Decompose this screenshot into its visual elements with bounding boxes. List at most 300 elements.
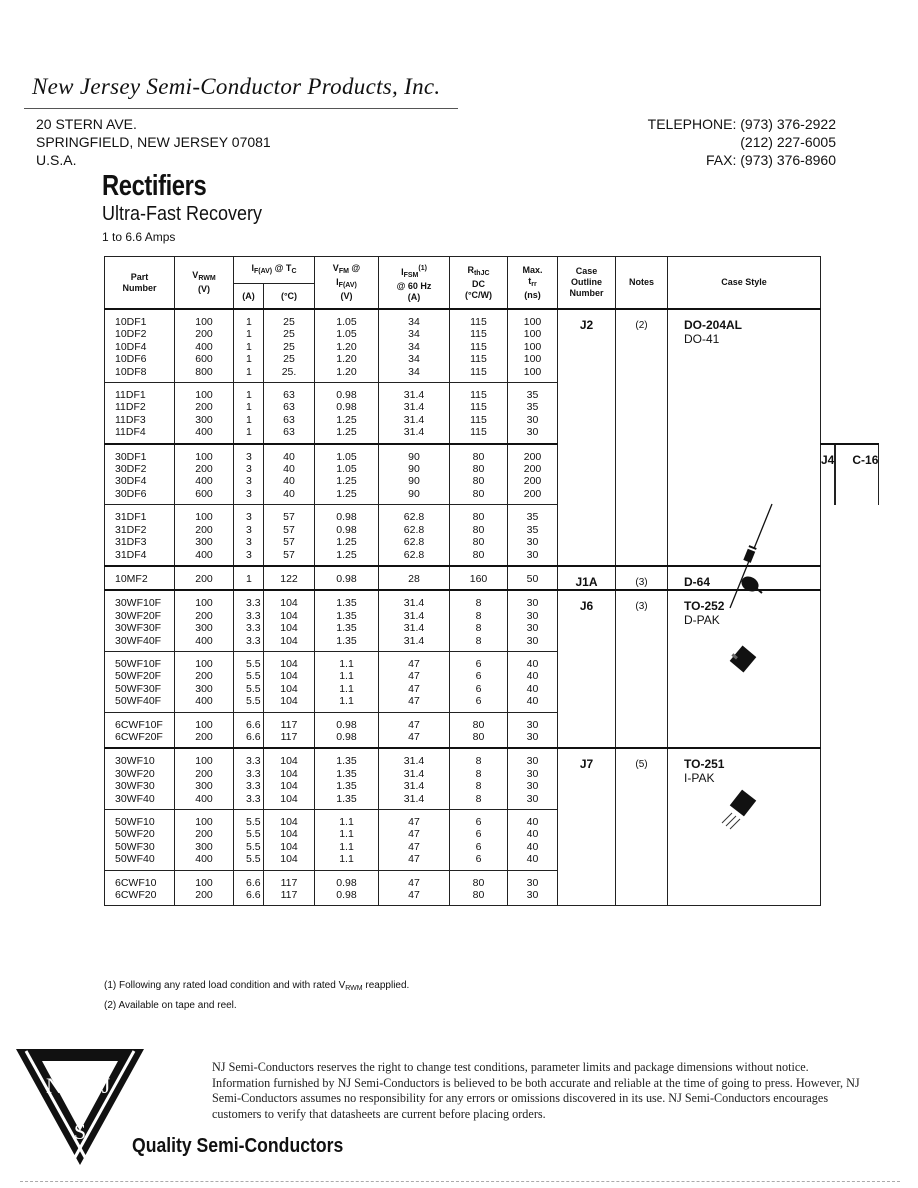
cell-value: 104 xyxy=(280,657,298,670)
cell-value: 10DF4 xyxy=(115,340,147,353)
cell-value: 40 xyxy=(283,450,295,463)
cell-value: 115 xyxy=(470,426,487,439)
part-numbers xyxy=(105,810,175,871)
table-row xyxy=(105,309,879,383)
case-style xyxy=(668,590,821,748)
cell-value: 3.3 xyxy=(246,597,261,610)
cell-value: 80 xyxy=(472,889,485,902)
part-numbers xyxy=(105,505,175,566)
part-numbers xyxy=(105,383,175,444)
cell-value: 31.4 xyxy=(403,413,425,426)
trr-values xyxy=(508,810,558,871)
ifsm-values xyxy=(379,505,450,566)
ifsm-values xyxy=(379,566,450,590)
cell-value: 0.98 xyxy=(336,401,357,414)
cell-value: 80 xyxy=(472,450,485,463)
case-style-alias: D-PAK xyxy=(684,613,720,628)
cell-value: 104 xyxy=(280,792,298,805)
tc-values xyxy=(264,870,315,906)
vrwm-values xyxy=(175,590,234,651)
rthjc-values xyxy=(450,383,508,444)
cell-value: 30 xyxy=(526,767,539,780)
case-style-name: TO-252 xyxy=(684,599,725,614)
case-style-alias: I-PAK xyxy=(684,771,715,786)
vfm-values xyxy=(315,505,379,566)
cell-value: 0.98 xyxy=(336,572,357,585)
cell-value: 1.05 xyxy=(336,450,357,463)
cell-value: 1.1 xyxy=(339,695,354,708)
ifav-values xyxy=(234,590,264,651)
dpak-package-icon xyxy=(724,643,764,679)
cell-value: 115 xyxy=(470,340,487,353)
cell-value: 30WF10 xyxy=(115,755,155,768)
cell-value: 100 xyxy=(195,511,213,524)
cell-value: 6CWF20F xyxy=(115,730,163,743)
table-body xyxy=(105,309,879,906)
cell-value: 50WF40F xyxy=(115,695,162,708)
cell-value: 3.3 xyxy=(246,755,261,768)
cell-value: 6.6 xyxy=(246,876,261,889)
cell-value: 104 xyxy=(280,597,298,610)
tc-values xyxy=(264,309,315,383)
rthjc-values xyxy=(450,505,508,566)
cell-value: 5.5 xyxy=(246,657,261,670)
cell-value: 104 xyxy=(280,682,298,695)
tagline: Quality Semi-Conductors xyxy=(132,1135,344,1157)
cell-value: 80 xyxy=(472,463,485,476)
cell-value: 50WF30F xyxy=(115,682,162,695)
cell-value: 30 xyxy=(526,718,539,731)
cell-value: 5.5 xyxy=(246,682,261,695)
cell-value: 57 xyxy=(283,548,295,561)
cell-value: 90 xyxy=(408,487,420,500)
cell-value: 40 xyxy=(526,840,539,853)
vrwm-values xyxy=(175,566,234,590)
part-numbers xyxy=(105,651,175,712)
cell-value: 1 xyxy=(246,401,252,414)
cell-value: 0.98 xyxy=(336,876,357,889)
cell-value: 1.1 xyxy=(339,670,354,683)
cell-value: 8 xyxy=(475,609,482,622)
table-row xyxy=(105,748,879,809)
cell-value: 3 xyxy=(246,475,252,488)
cell-value: 115 xyxy=(470,328,487,341)
part-numbers xyxy=(105,712,175,748)
ifav-values xyxy=(234,566,264,590)
ifsm-values xyxy=(379,590,450,651)
vfm-values xyxy=(315,309,379,383)
cell-value: 1.35 xyxy=(336,767,357,780)
cell-value: 80 xyxy=(472,876,485,889)
cell-value: 63 xyxy=(283,426,295,439)
cell-value: 100 xyxy=(195,316,213,328)
table-row xyxy=(105,566,879,590)
cell-value: 300 xyxy=(195,780,213,793)
cell-value: 1.35 xyxy=(336,755,357,768)
cell-value: 104 xyxy=(280,840,298,853)
cell-value: 80 xyxy=(472,511,485,524)
cell-value: 100 xyxy=(195,816,213,828)
cell-value: 62.8 xyxy=(403,523,425,536)
cell-value: 5.5 xyxy=(246,816,261,828)
cell-value: 57 xyxy=(283,511,295,524)
cell-value: 30 xyxy=(526,597,539,610)
cell-value: 122 xyxy=(280,572,298,585)
vfm-values xyxy=(315,651,379,712)
cell-value: 8 xyxy=(475,597,482,610)
case-style xyxy=(668,748,821,906)
cell-value: 200 xyxy=(195,401,213,414)
logo-letter-n: N xyxy=(46,1073,62,1098)
cell-value: 30WF30 xyxy=(115,780,155,793)
header-trr: Max. $t_{rr}$ (ns) xyxy=(508,257,558,310)
cell-value: 300 xyxy=(195,413,213,426)
cell-value: 200 xyxy=(195,670,213,683)
cell-value: 1.25 xyxy=(336,536,357,549)
address-line-1: 20 STERN AVE. xyxy=(36,116,137,132)
logo-letter-s: S xyxy=(73,1119,87,1144)
cell-value: 80 xyxy=(472,523,485,536)
phone-block xyxy=(648,115,836,169)
cell-value: 400 xyxy=(195,426,213,439)
ipak-package-icon xyxy=(718,789,764,835)
cell-value: 100 xyxy=(523,328,542,341)
cell-value: 5.5 xyxy=(246,695,261,708)
part-numbers xyxy=(105,309,175,383)
cell-value: 5.5 xyxy=(246,670,261,683)
cell-value: 104 xyxy=(280,780,298,793)
case-style xyxy=(668,309,821,566)
cell-value: 400 xyxy=(195,340,213,353)
cell-value: 300 xyxy=(195,682,213,695)
cell-value: 5.5 xyxy=(246,840,261,853)
cell-value: 100 xyxy=(195,450,213,463)
cell-value: 35 xyxy=(526,401,539,414)
trr-values xyxy=(508,651,558,712)
cell-value: 25. xyxy=(281,365,297,378)
cell-value: 3.3 xyxy=(246,622,261,635)
cell-value: 6CWF10F xyxy=(115,718,163,731)
cell-value: 8 xyxy=(475,767,482,780)
cell-value: 47 xyxy=(408,889,420,902)
cell-value: 50WF20F xyxy=(115,670,162,683)
tc-values xyxy=(264,505,315,566)
cell-value: 0.98 xyxy=(336,511,357,524)
cell-value: 1.05 xyxy=(336,463,357,476)
trr-values xyxy=(508,566,558,590)
cell-value: 8 xyxy=(475,634,482,647)
ifav-values xyxy=(234,444,264,505)
cell-value: 8 xyxy=(475,792,482,805)
fax: FAX: (973) 376-8960 xyxy=(706,152,836,168)
cell-value: 90 xyxy=(408,475,420,488)
cell-value: 10DF8 xyxy=(115,365,147,378)
cell-value: 47 xyxy=(408,695,420,708)
vrwm-values xyxy=(175,748,234,809)
part-numbers xyxy=(105,590,175,651)
page-subtitle: Ultra-Fast Recovery xyxy=(102,203,263,225)
cell-value: 1.35 xyxy=(336,597,357,610)
cell-value: 200 xyxy=(195,523,213,536)
ifsm-values xyxy=(379,383,450,444)
vfm-values xyxy=(315,566,379,590)
table-row xyxy=(105,590,879,651)
case-note: (3) xyxy=(616,590,668,748)
rthjc-values xyxy=(450,590,508,651)
cell-value: 40 xyxy=(526,816,539,828)
cell-value: 10MF2 xyxy=(115,572,148,585)
telephone-1: TELEPHONE: (973) 376-2922 xyxy=(647,116,836,132)
cell-value: 34 xyxy=(408,316,420,328)
header-case-style: Case Style xyxy=(668,257,821,310)
cell-value: 62.8 xyxy=(403,511,425,524)
part-numbers xyxy=(105,748,175,809)
cell-value: 115 xyxy=(470,365,487,378)
cell-value: 200 xyxy=(195,889,213,902)
ifsm-values xyxy=(379,810,450,871)
cell-value: 100 xyxy=(195,657,213,670)
cell-value: 63 xyxy=(283,413,295,426)
cell-value: 104 xyxy=(280,670,298,683)
trr-values xyxy=(508,712,558,748)
ifsm-values xyxy=(379,870,450,906)
cell-value: 30 xyxy=(526,889,539,902)
cell-value: 40 xyxy=(283,487,295,500)
cell-value: 104 xyxy=(280,816,298,828)
cell-value: 1.25 xyxy=(336,475,357,488)
cell-value: 200 xyxy=(523,450,542,463)
cell-value: 3.3 xyxy=(246,634,261,647)
cell-value: 200 xyxy=(195,572,213,585)
ifsm-values xyxy=(379,748,450,809)
trr-values xyxy=(508,870,558,906)
cell-value: 1.35 xyxy=(336,634,357,647)
case-style xyxy=(836,444,879,505)
cell-value: 31.4 xyxy=(403,767,425,780)
ifav-values xyxy=(234,712,264,748)
trr-values xyxy=(508,309,558,383)
case-note: (3) xyxy=(616,566,668,590)
header-vfm: $V_{FM}$ @ $I_{F(AV)}$ (V) xyxy=(315,257,379,310)
vrwm-values xyxy=(175,309,234,383)
cell-value: 31.4 xyxy=(403,389,425,402)
cell-value: 1 xyxy=(246,316,252,328)
cell-value: 80 xyxy=(472,487,485,500)
header-notes: Notes xyxy=(616,257,668,310)
vrwm-values xyxy=(175,810,234,871)
cell-value: 104 xyxy=(280,853,298,866)
ifav-values xyxy=(234,651,264,712)
cell-value: 30 xyxy=(526,780,539,793)
case-style xyxy=(668,566,821,590)
cell-value: 115 xyxy=(470,413,487,426)
cell-value: 8 xyxy=(475,622,482,635)
cell-value: 104 xyxy=(280,767,298,780)
cell-value: 104 xyxy=(280,828,298,841)
cell-value: 100 xyxy=(195,597,213,610)
cell-value: 34 xyxy=(408,353,420,366)
ifsm-values xyxy=(379,444,450,505)
cell-value: 200 xyxy=(195,730,213,743)
cell-value: 600 xyxy=(195,353,213,366)
case-outline-number: J7 xyxy=(558,748,616,906)
cell-value: 3 xyxy=(246,523,252,536)
cell-value: 100 xyxy=(195,389,213,402)
cell-value: 47 xyxy=(408,876,420,889)
cell-value: 47 xyxy=(408,682,420,695)
cell-value: 30DF6 xyxy=(115,487,147,500)
tc-values xyxy=(264,590,315,651)
cell-value: 34 xyxy=(408,328,420,341)
cell-value: 6CWF20 xyxy=(115,889,157,902)
trr-values xyxy=(508,748,558,809)
current-range: 1 to 6.6 Amps xyxy=(102,230,176,244)
cell-value: 31.4 xyxy=(403,792,425,805)
cell-value: 104 xyxy=(280,634,298,647)
cell-value: 6.6 xyxy=(246,889,261,902)
cell-value: 30 xyxy=(526,634,539,647)
vfm-values xyxy=(315,810,379,871)
cell-value: 50WF30 xyxy=(115,840,155,853)
cell-value: 115 xyxy=(470,389,487,402)
njs-logo xyxy=(14,1047,146,1167)
trr-values xyxy=(508,444,558,505)
cell-value: 400 xyxy=(195,695,213,708)
cell-value: 6.6 xyxy=(246,730,261,743)
case-note: (5) xyxy=(616,748,668,906)
tc-values xyxy=(264,444,315,505)
cell-value: 1.1 xyxy=(339,657,354,670)
header-vrwm: $V_{RWM}$ (V) xyxy=(175,257,234,310)
cell-value: 80 xyxy=(472,548,485,561)
cell-value: 1.20 xyxy=(336,365,357,378)
vrwm-values xyxy=(175,505,234,566)
ifav-values xyxy=(234,748,264,809)
cell-value: 1 xyxy=(246,353,252,366)
cell-value: 30 xyxy=(526,792,539,805)
cell-value: 8 xyxy=(475,755,482,768)
cell-value: 34 xyxy=(408,340,420,353)
cell-value: 1.1 xyxy=(339,682,354,695)
cell-value: 57 xyxy=(283,523,295,536)
cell-value: 1.05 xyxy=(336,328,357,341)
cell-value: 31.4 xyxy=(403,780,425,793)
tc-values xyxy=(264,566,315,590)
case-note: (2) xyxy=(616,309,668,566)
cell-value: 6 xyxy=(475,853,482,866)
cell-value: 50WF20 xyxy=(115,828,155,841)
cell-value: 47 xyxy=(408,718,420,731)
cell-value: 300 xyxy=(195,536,213,549)
cell-value: 1.35 xyxy=(336,780,357,793)
cell-value: 31.4 xyxy=(403,426,425,439)
address-block xyxy=(36,115,271,169)
cell-value: 5.5 xyxy=(246,853,261,866)
cell-value: 25 xyxy=(283,353,295,366)
cell-value: 1.1 xyxy=(339,840,354,853)
cell-value: 1.35 xyxy=(336,792,357,805)
logo-letter-j: J xyxy=(101,1073,111,1098)
trr-values xyxy=(508,383,558,444)
cell-value: 1.1 xyxy=(339,816,354,828)
cell-value: 31DF4 xyxy=(115,548,147,561)
tc-values xyxy=(264,810,315,871)
cell-value: 400 xyxy=(195,548,213,561)
cell-value: 30WF30F xyxy=(115,622,162,635)
cell-value: 100 xyxy=(523,365,542,378)
cell-value: 800 xyxy=(195,365,213,378)
cell-value: 30 xyxy=(526,876,539,889)
cell-value: 28 xyxy=(408,572,420,585)
cell-value: 1 xyxy=(246,328,252,341)
cell-value: 30WF20F xyxy=(115,609,162,622)
ifav-values xyxy=(234,505,264,566)
cell-value: 40 xyxy=(526,657,539,670)
cell-value: 11DF1 xyxy=(115,389,146,402)
cell-value: 1.25 xyxy=(336,413,357,426)
cell-value: 31DF2 xyxy=(115,523,147,536)
cell-value: 0.98 xyxy=(336,389,357,402)
cell-value: 104 xyxy=(280,695,298,708)
ifsm-values xyxy=(379,712,450,748)
vrwm-values xyxy=(175,383,234,444)
cell-value: 30 xyxy=(526,755,539,768)
ifav-values xyxy=(234,309,264,383)
cell-value: 104 xyxy=(280,622,298,635)
cell-value: 400 xyxy=(195,792,213,805)
tc-values xyxy=(264,383,315,444)
cell-value: 62.8 xyxy=(403,548,425,561)
cell-value: 6 xyxy=(475,828,482,841)
cell-value: 10DF2 xyxy=(115,328,147,341)
disclaimer-text: NJ Semi-Conductors reserves the right to change test conditions, parameter limits and package dimensions without notice. Information furnished by NJ Semi-Conductors is believed to be both accurate and reliable at the time of going to press. However, NJ Semi-Conductors assumes no responsibility for any errors or omissions discovered in its use. NJ Semi-Conductors encourages customers to verify that datasheets are current before placing orders. xyxy=(212,1060,860,1121)
cell-value: 104 xyxy=(280,609,298,622)
cell-value: 40 xyxy=(526,853,539,866)
cell-value: 31DF1 xyxy=(115,511,147,524)
cell-value: 0.98 xyxy=(336,730,357,743)
rthjc-values xyxy=(450,444,508,505)
cell-value: 200 xyxy=(195,609,213,622)
cell-value: 30 xyxy=(526,413,539,426)
page-title: Rectifiers xyxy=(102,170,207,202)
cell-value: 30WF20 xyxy=(115,767,155,780)
trr-values xyxy=(508,590,558,651)
cell-value: 0.98 xyxy=(336,889,357,902)
cell-value: 117 xyxy=(280,730,298,743)
case-outline-number: J2 xyxy=(558,309,616,566)
cell-value: 400 xyxy=(195,634,213,647)
cell-value: 50 xyxy=(526,572,539,585)
cell-value: 6.6 xyxy=(246,718,261,731)
cell-value: 6CWF10 xyxy=(115,876,157,889)
cell-value: 31.4 xyxy=(403,597,425,610)
cell-value: 0.98 xyxy=(336,523,357,536)
rthjc-values xyxy=(450,309,508,383)
cell-value: 57 xyxy=(283,536,295,549)
case-style-name: D-64 xyxy=(684,574,711,589)
vrwm-values xyxy=(175,444,234,505)
cell-value: 200 xyxy=(195,828,213,841)
rthjc-values xyxy=(450,651,508,712)
cell-value: 47 xyxy=(408,657,420,670)
vrwm-values xyxy=(175,870,234,906)
cell-value: 6 xyxy=(475,840,482,853)
cell-value: 3.3 xyxy=(246,767,261,780)
cell-value: 50WF10F xyxy=(115,657,162,670)
cell-value: 200 xyxy=(523,487,542,500)
ifav-values xyxy=(234,810,264,871)
cell-value: 30DF4 xyxy=(115,475,147,488)
